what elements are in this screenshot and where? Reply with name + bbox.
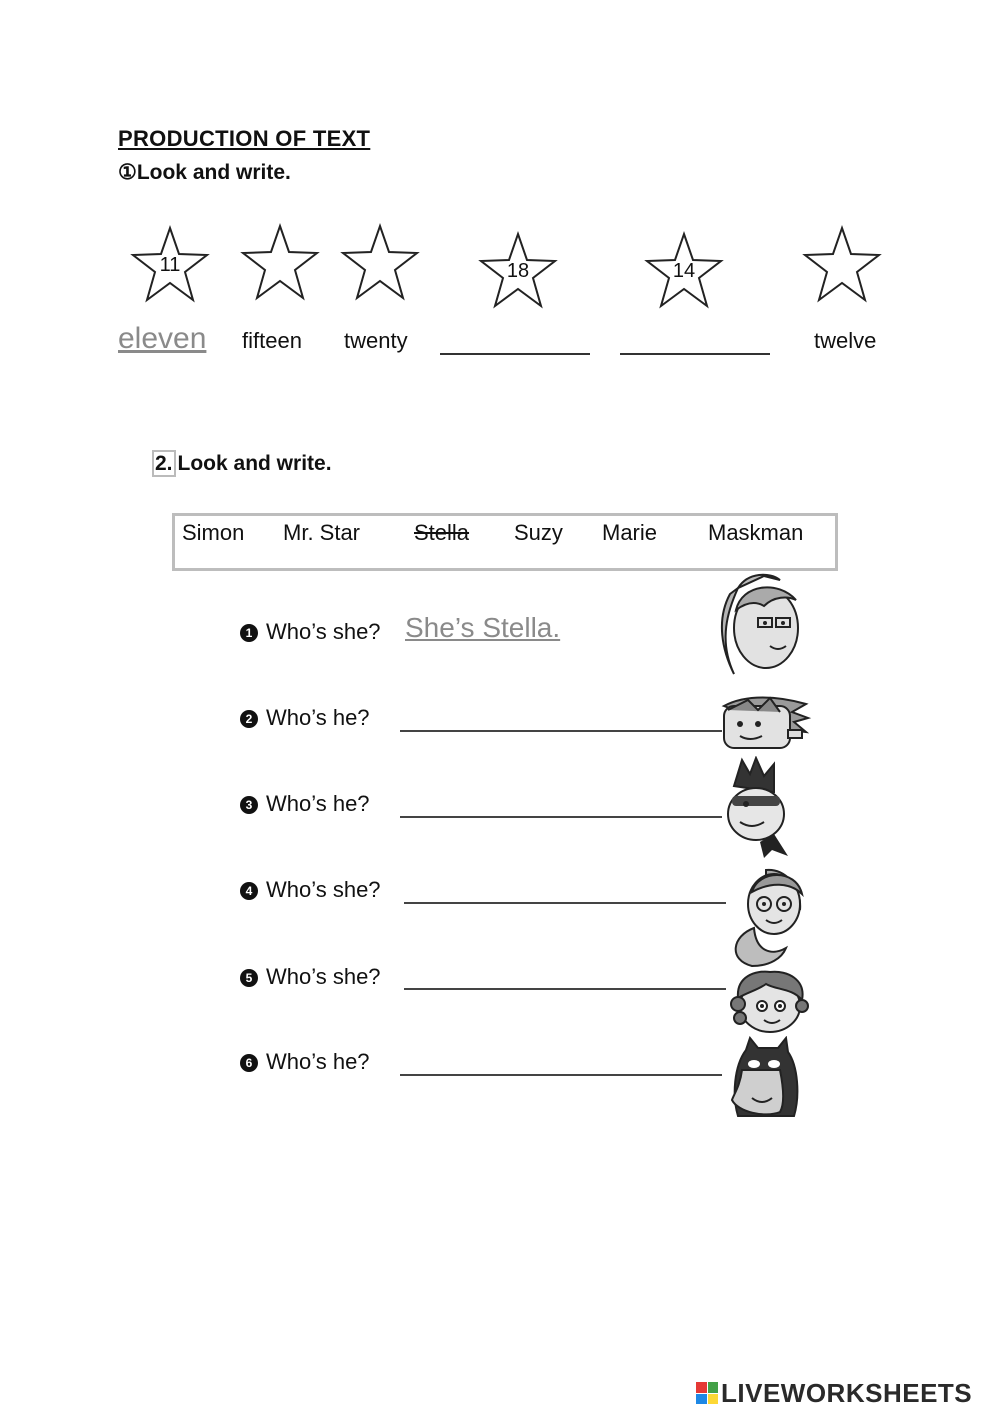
question-text: Who’s he? <box>266 1049 370 1074</box>
star-icon <box>340 222 420 302</box>
star-icon <box>802 224 882 304</box>
question-text: Who’s she? <box>266 619 381 644</box>
star-icon <box>130 224 210 304</box>
answer-line[interactable] <box>404 988 726 990</box>
girl-curly-face-icon <box>726 968 810 1034</box>
woman-glasses-face-icon <box>726 862 806 968</box>
word-twenty: twenty <box>344 328 408 353</box>
question-text: Who’s she? <box>266 877 381 902</box>
exercise2-heading <box>152 452 332 476</box>
answer-line[interactable] <box>400 730 722 732</box>
question-text: Who’s he? <box>266 791 370 816</box>
answer-line[interactable] <box>400 816 722 818</box>
question-number: 3 <box>240 796 258 814</box>
boy-spiky-face-icon <box>718 690 812 752</box>
exercise2-number: 2. <box>152 450 176 477</box>
question-row <box>240 964 381 990</box>
logo-mark-icon <box>696 1382 718 1404</box>
question-row <box>240 877 381 903</box>
question-row <box>240 705 370 731</box>
question-row <box>240 1049 370 1075</box>
man-glasses-face-icon <box>724 756 796 860</box>
star-number: 18 <box>506 260 530 282</box>
answer-eleven: eleven <box>118 322 207 355</box>
question-row <box>240 791 370 817</box>
question-number: 1 <box>240 624 258 642</box>
question-number: 2 <box>240 710 258 728</box>
answer-blank-14[interactable] <box>620 353 770 355</box>
masked-hero-face-icon <box>724 1036 804 1120</box>
word-bank-item: Suzy <box>514 520 563 545</box>
question-number: 6 <box>240 1054 258 1072</box>
star-icon <box>644 230 724 310</box>
star-number: 11 <box>159 254 181 276</box>
logo-text: LIVEWORKSHEETS <box>721 1377 973 1408</box>
word-bank-item: Maskman <box>708 520 804 545</box>
word-bank-item: Marie <box>602 520 658 545</box>
question-answer: She’s Stella. <box>405 612 561 643</box>
star-icon <box>240 222 320 302</box>
question-number: 4 <box>240 882 258 900</box>
word-bank-item-used: Stella <box>414 520 470 545</box>
question-text: Who’s she? <box>266 964 381 989</box>
girl-ponytail-face-icon <box>708 570 804 676</box>
word-bank-item: Mr. Star <box>283 520 361 545</box>
star-number: 14 <box>672 260 696 282</box>
star-icon <box>478 230 558 310</box>
question-text: Who’s he? <box>266 705 370 730</box>
liveworksheets-logo <box>696 1378 972 1408</box>
page-title: PRODUCTION OF TEXT <box>118 126 371 151</box>
word-bank-item: Simon <box>182 520 245 545</box>
exercise1-instruction: ①Look and write. <box>118 161 291 184</box>
question-number: 5 <box>240 969 258 987</box>
answer-line[interactable] <box>400 1074 722 1076</box>
answer-blank-18[interactable] <box>440 353 590 355</box>
word-twelve: twelve <box>814 328 877 353</box>
question-row <box>240 619 381 645</box>
answer-line[interactable] <box>404 902 726 904</box>
word-fifteen: fifteen <box>242 328 302 353</box>
exercise2-instruction: Look and write. <box>177 452 332 475</box>
